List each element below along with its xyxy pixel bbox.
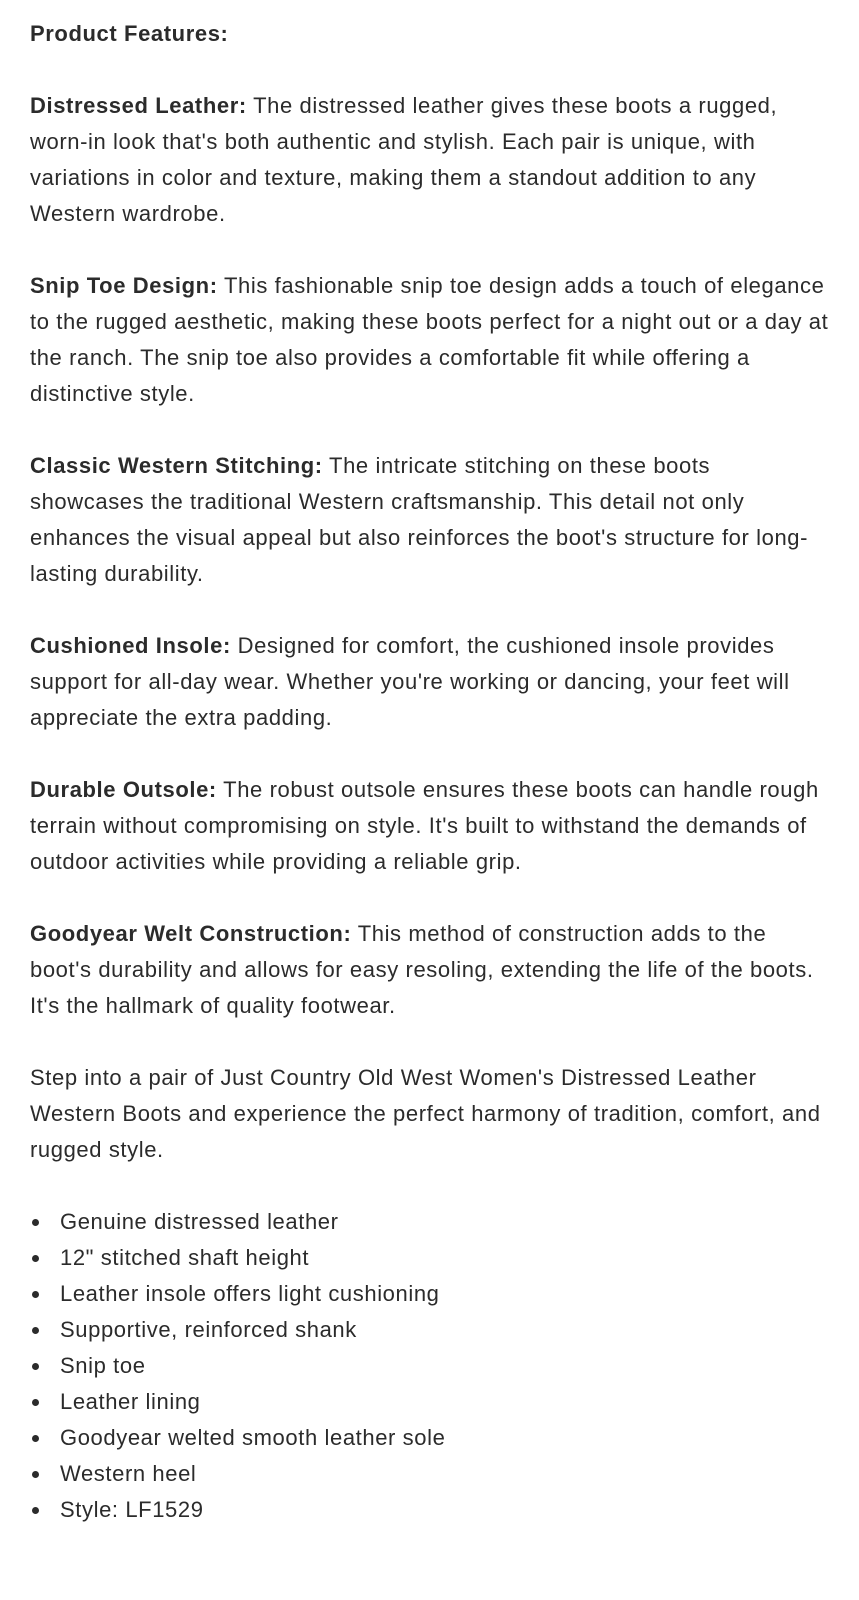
feature-label: Classic Western Stitching: [30,453,323,478]
feature-goodyear-welt-construction [30,916,829,1024]
feature-cushioned-insole [30,628,829,736]
feature-text: This method of construction adds to the boot's durability and allows for easy resoling, extending the life of the boots. It's the hallmark of quality footwear. [30,921,814,1018]
feature-durable-outsole [30,772,829,880]
feature-text: The robust outsole ensures these boots can handle rough terrain without compromising on style. It's built to withstand the demands of outdoor activities while providing a reliable grip. [30,777,819,874]
feature-label: Distressed Leather: [30,93,247,118]
spec-text: Genuine distressed leather [60,1209,339,1234]
spec-text: Leather insole offers light cushioning [60,1281,440,1306]
feature-label: Goodyear Welt Construction: [30,921,352,946]
feature-text: The intricate stitching on these boots showcases the traditional Western craftsmanship. This detail not only enhances the visual appeal but also reinforces the boot's structure for long-lasting durability. [30,453,809,586]
feature-distressed-leather [30,88,829,232]
bullet-icon [32,1327,39,1334]
list-item [30,1276,829,1312]
feature-snip-toe-design [30,268,829,412]
closing-paragraph: Step into a pair of Just Country Old West Women's Distressed Leather Western Boots and experience the perfect harmony of tradition, comfort, and rugged style. [30,1065,821,1162]
feature-label: Cushioned Insole: [30,633,231,658]
spec-text: Supportive, reinforced shank [60,1317,357,1342]
spec-text: Leather lining [60,1389,201,1414]
list-item [30,1240,829,1276]
feature-classic-western-stitching [30,448,829,592]
bullet-icon [32,1435,39,1442]
bullet-icon [32,1219,39,1226]
spec-text: Snip toe [60,1353,146,1378]
product-features-heading: Product Features: [30,21,229,46]
bullet-icon [32,1471,39,1478]
bullet-icon [32,1399,39,1406]
list-item [30,1312,829,1348]
list-item [30,1420,829,1456]
spec-list [30,1204,829,1528]
list-item [30,1492,829,1528]
feature-label: Durable Outsole: [30,777,217,802]
bullet-icon [32,1255,39,1262]
bullet-icon [32,1363,39,1370]
spec-text: 12" stitched shaft height [60,1245,310,1270]
spec-text: Western heel [60,1461,197,1486]
feature-text: The distressed leather gives these boots a rugged, worn-in look that's both authentic and stylish. Each pair is unique, with variations in color and texture, making them a standout addition to any Western wardrobe. [30,93,778,226]
list-item [30,1348,829,1384]
feature-text: Designed for comfort, the cushioned insole provides support for all-day wear. Whether you're working or dancing, your feet will appreciate the extra padding. [30,633,790,730]
list-item [30,1456,829,1492]
feature-label: Snip Toe Design: [30,273,218,298]
bullet-icon [32,1291,39,1298]
list-item [30,1204,829,1240]
spec-text: Goodyear welted smooth leather sole [60,1425,446,1450]
spec-text: Style: LF1529 [60,1497,204,1522]
bullet-icon [32,1507,39,1514]
feature-text: This fashionable snip toe design adds a touch of elegance to the rugged aesthetic, making these boots perfect for a night out or a day at the ranch. The snip toe also provides a comfortable fit while offering a distinctive style. [30,273,829,406]
list-item [30,1384,829,1420]
